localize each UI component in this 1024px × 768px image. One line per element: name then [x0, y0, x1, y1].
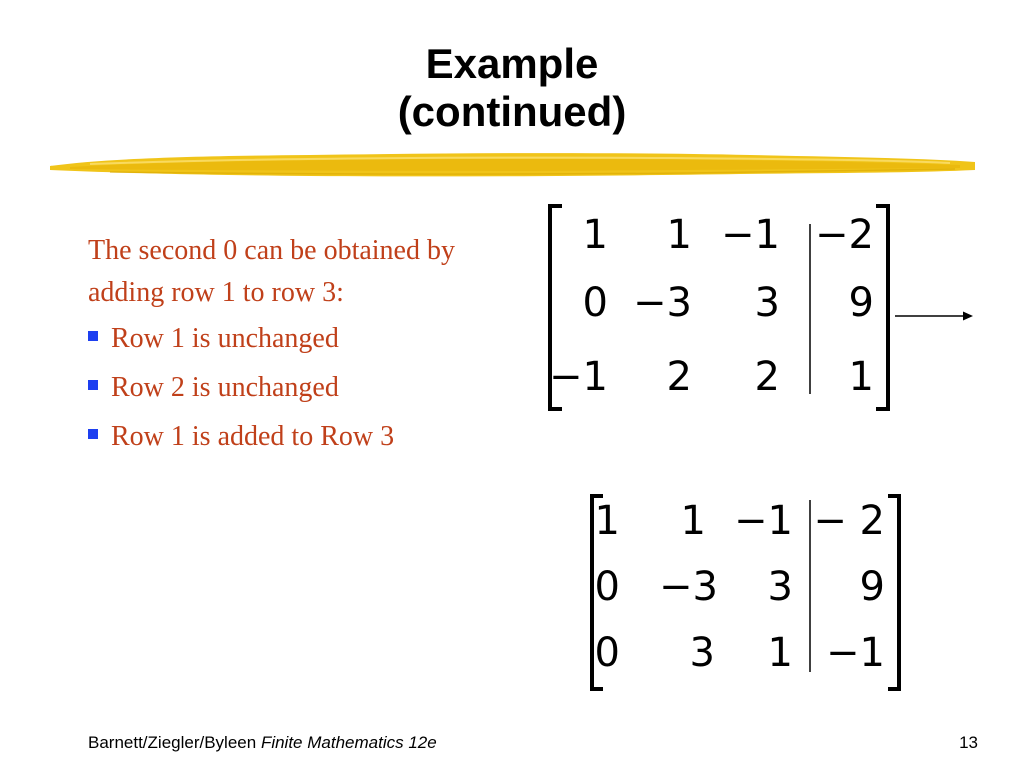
footer-citation	[88, 733, 437, 753]
title-line-2: (continued)	[397, 88, 627, 135]
augmented-matrix-after	[583, 490, 908, 695]
footer-book-title: Finite Mathematics 12e	[260, 733, 437, 752]
matrix-cell: −2	[815, 212, 874, 258]
matrix-cell: −1	[734, 498, 793, 544]
bullet-item-2	[88, 369, 508, 407]
matrix-cell: 1	[848, 354, 874, 400]
slide-title	[0, 40, 1024, 136]
bullet-item-3	[88, 418, 508, 456]
matrix-cell: 0	[594, 630, 620, 676]
matrix-cell: 3	[689, 630, 715, 676]
bullet-text-1: Row 1 is unchanged	[111, 323, 339, 354]
matrix-cell: 3	[767, 564, 793, 610]
matrix-cell: − 2	[813, 498, 885, 544]
matrix-cell: −1	[826, 630, 885, 676]
square-bullet-icon	[88, 429, 98, 439]
matrix-cell: 0	[594, 564, 620, 610]
bullet-item-1	[88, 320, 508, 358]
matrix-cell: 2	[666, 354, 692, 400]
body-text	[88, 230, 508, 467]
right-arrow-icon	[895, 308, 975, 324]
matrix-cell: 1	[594, 498, 620, 544]
matrix-cell: 9	[848, 280, 874, 326]
matrix-cell: 1	[767, 630, 793, 676]
matrix-cell: −1	[549, 354, 608, 400]
matrix-cell: 1	[582, 212, 608, 258]
page-number: 13	[959, 733, 978, 752]
matrix-cell: 2	[754, 354, 780, 400]
augmented-matrix-before	[540, 200, 900, 415]
footer-authors: Barnett/Ziegler/Byleen	[88, 733, 257, 752]
title-line-1: Example	[425, 40, 599, 87]
bullet-text-2: Row 2 is unchanged	[111, 372, 339, 403]
intro-paragraph: The second 0 can be obtained by adding row 1 to row 3:	[88, 235, 455, 308]
matrix-cell: 1	[680, 498, 706, 544]
right-bracket	[876, 206, 888, 409]
matrix-cell: 0	[582, 280, 608, 326]
matrix-cell: 3	[754, 280, 780, 326]
bullet-text-3: Row 1 is added to Row 3	[111, 421, 395, 452]
matrix-cell: −1	[721, 212, 780, 258]
matrix-cell: −3	[633, 280, 692, 326]
right-bracket	[888, 496, 899, 689]
yellow-brush-divider	[50, 146, 975, 186]
square-bullet-icon	[88, 331, 98, 341]
matrix-cell: 1	[666, 212, 692, 258]
matrix-cell: 9	[859, 564, 885, 610]
matrix-cell: −3	[659, 564, 718, 610]
square-bullet-icon	[88, 380, 98, 390]
